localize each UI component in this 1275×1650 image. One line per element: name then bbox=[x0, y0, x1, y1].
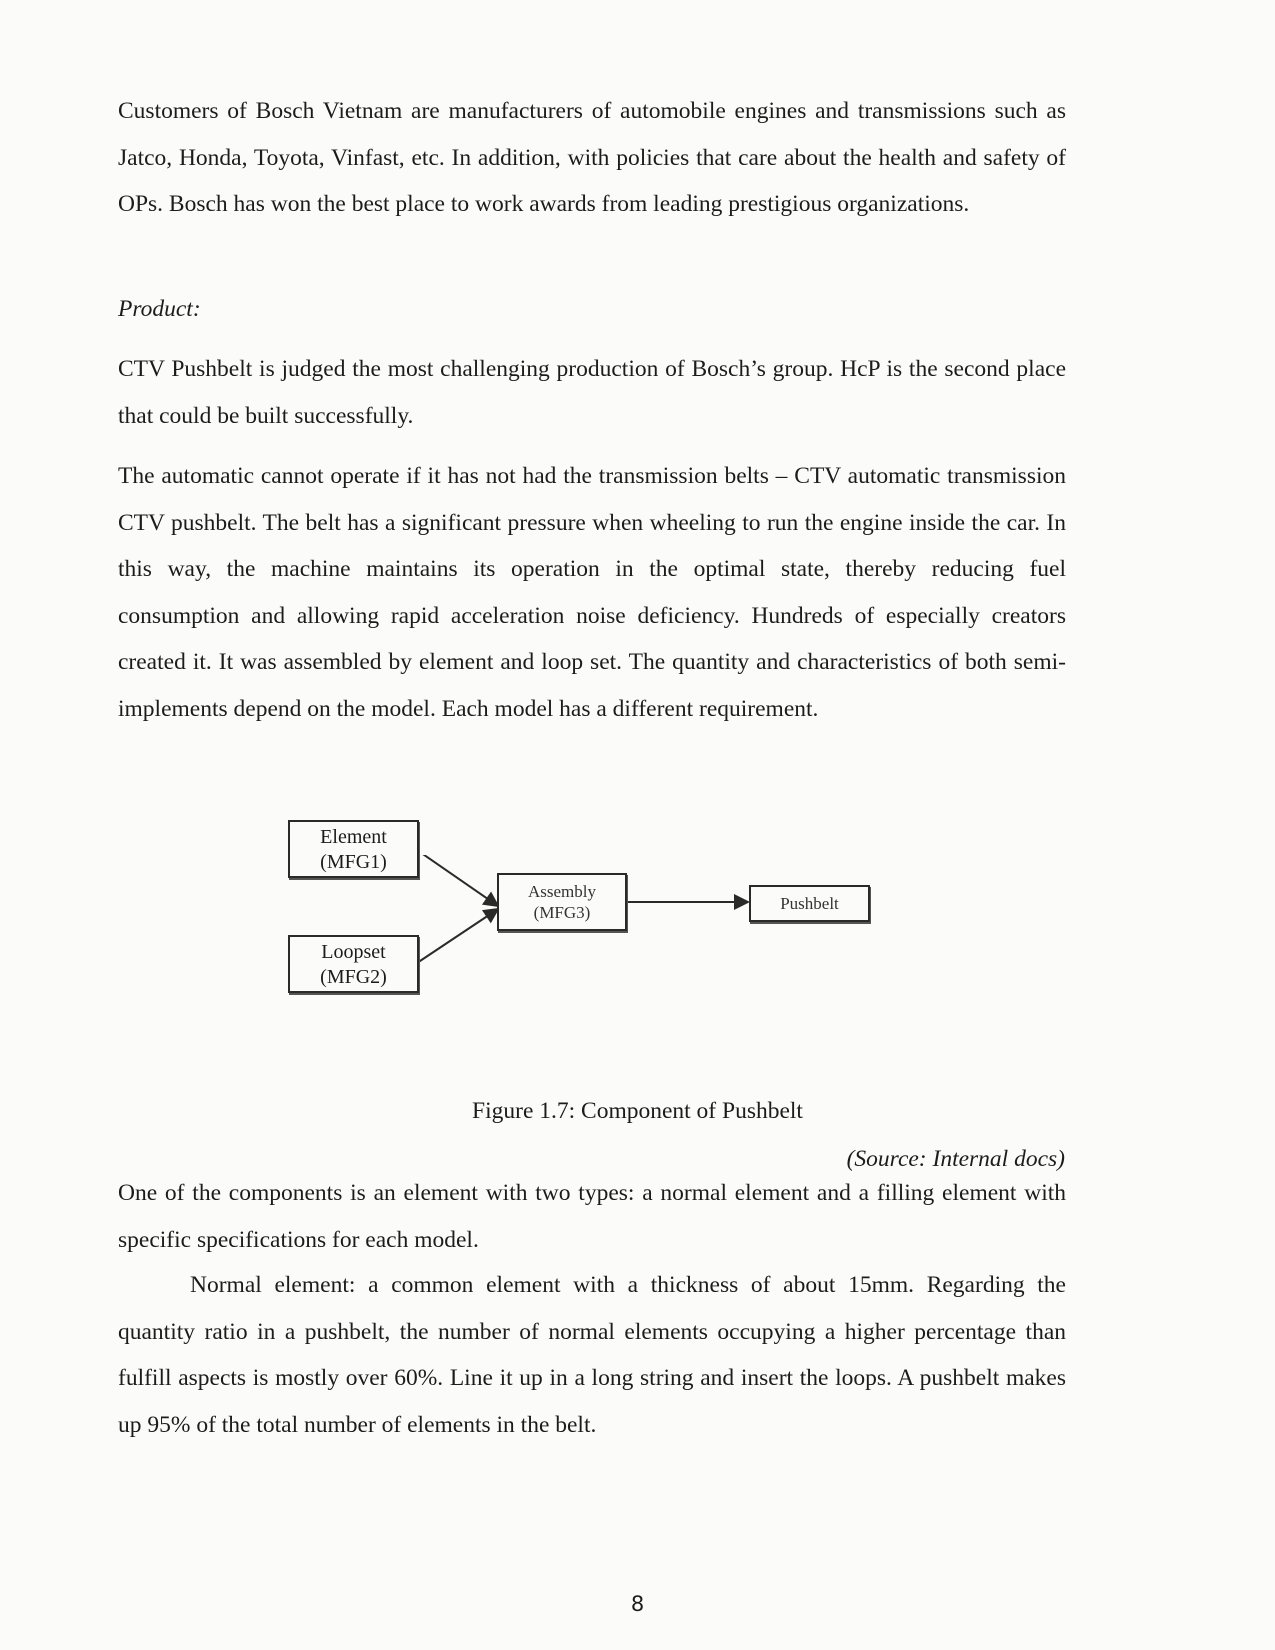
figure-source: (Source: Internal docs) bbox=[846, 1146, 1065, 1172]
assembly-label: Assembly bbox=[528, 882, 596, 901]
assembly-mfg3-box bbox=[497, 873, 627, 931]
loopset-code: (MFG2) bbox=[320, 966, 387, 988]
paragraph-normal-element: Normal element: a common element with a thickness of about 15mm. Regarding the quantity ratio in a pushbelt, the number of normal elements occupying a higher percentage than fulfill aspects is mostly over 60%. Line it up in a long string and insert the loops. A pushbelt makes up 95% of the total number of elements in the belt. bbox=[118, 1272, 1066, 1438]
connector-element-to-assembly bbox=[417, 855, 498, 906]
element-code: (MFG1) bbox=[320, 851, 387, 873]
loopset-mfg2-box bbox=[288, 935, 419, 993]
element-label: Element bbox=[320, 826, 387, 848]
element-mfg1-box bbox=[288, 820, 419, 878]
section-heading-product: Product: bbox=[118, 296, 201, 322]
pushbelt-label: Pushbelt bbox=[780, 894, 839, 913]
paragraph-automatic-transmission: The automatic cannot operate if it has not had the transmission belts – CTV automatic transmission CTV pushbelt. The belt has a significant pressure when wheeling to run the engine inside the car. In this way, the machine maintains its operation in the optimal state, thereby reducing fuel consumption and allowing rapid acceleration noise deficiency. Hundreds of especially creators created it. It was assembled by element and loop set. The quantity and characteristics of both semi-implements depend on the model. Each model has a different requirement. bbox=[118, 463, 1066, 722]
connector-loopset-to-assembly bbox=[417, 909, 498, 963]
loopset-label: Loopset bbox=[321, 941, 386, 963]
assembly-code: (MFG3) bbox=[533, 903, 591, 922]
pushbelt-component-diagram bbox=[296, 826, 936, 1040]
paragraph-components: One of the components is an element with two types: a normal element and a filling element with specific specifications for each model. bbox=[118, 1180, 1066, 1253]
pushbelt-box bbox=[749, 885, 870, 922]
figure-caption: Figure 1.7: Component of Pushbelt bbox=[472, 1098, 803, 1124]
paragraph-customers: Customers of Bosch Vietnam are manufacturers of automobile engines and transmissions such as Jatco, Honda, Toyota, Vinfast, etc. In addition, with policies that care about the health and safety of OPs. Bosch has won the best place to work awards from leading prestigious organizations. bbox=[118, 98, 1066, 217]
page-number: 8 bbox=[630, 1592, 645, 1616]
paragraph-ctv-pushbelt: CTV Pushbelt is judged the most challenging production of Bosch’s group. HcP is the second place that could be built successfully. bbox=[118, 356, 1066, 429]
